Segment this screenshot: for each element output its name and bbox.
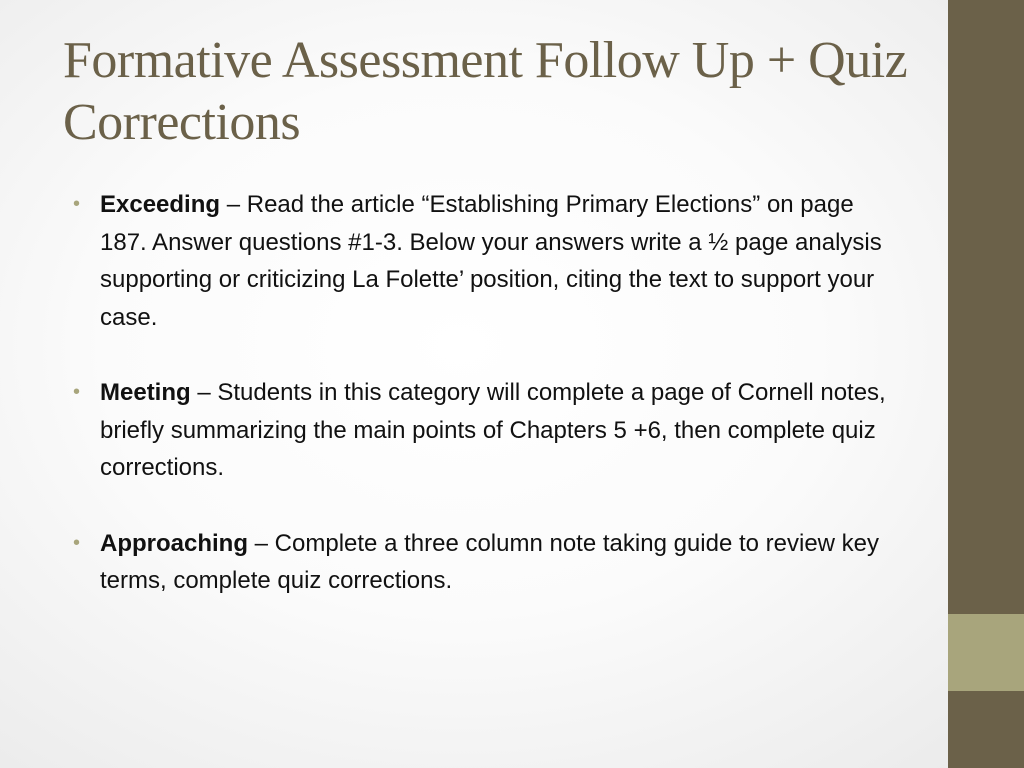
- bullet-meeting: [73, 374, 903, 487]
- bullet-text: – Read the article “Establishing Primary Elections” on page 187. Answer questions #1-3. Below your answers write a ½ page analysis supporting or criticizing La Folette’ position, citing the text to support your case.: [100, 191, 882, 331]
- bullet-dot-icon: •: [73, 381, 81, 403]
- slide-title: Formative Assessment Follow Up + Quiz Corrections: [63, 32, 908, 151]
- sidebar-accent-block: [948, 614, 1024, 691]
- bullet-text: – Students in this category will complete a page of Cornell notes, briefly summarizing the main points of Chapters 5 +6, then complete quiz corrections.: [100, 379, 886, 481]
- bullet-dot-icon: •: [73, 531, 81, 554]
- decorative-sidebar: [948, 0, 1024, 768]
- bullet-term: Approaching: [100, 529, 248, 557]
- bullet-approaching: [73, 525, 903, 600]
- bullet-exceeding: [73, 186, 903, 336]
- bullet-text: – Complete a three column note taking guide to review key terms, complete quiz corrections.: [100, 529, 880, 594]
- bullet-term: Exceeding: [100, 191, 221, 218]
- bullet-dot-icon: •: [73, 193, 81, 215]
- bullet-term: Meeting: [100, 379, 191, 406]
- bullet-list: [73, 186, 903, 638]
